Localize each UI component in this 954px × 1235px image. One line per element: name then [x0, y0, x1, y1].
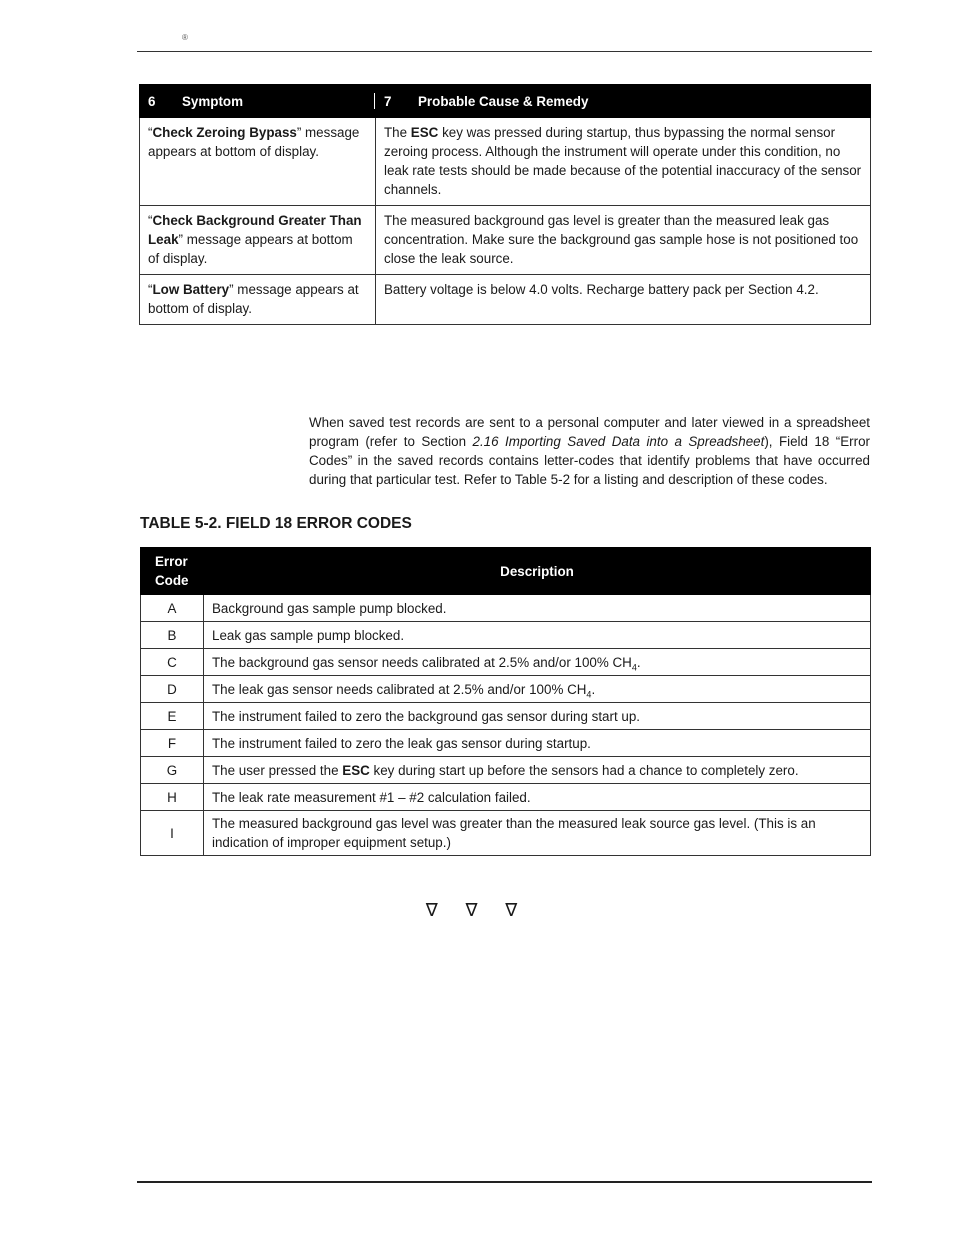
symptom-cell: “Low Battery” message appears at bottom of display.	[140, 275, 376, 325]
table-row	[141, 784, 871, 811]
table-row	[141, 595, 871, 622]
error-code: C	[141, 649, 204, 676]
error-description: The background gas sensor needs calibrated at 2.5% and/or 100% $CH_4$.	[204, 649, 871, 676]
error-code: E	[141, 703, 204, 730]
table-row	[140, 206, 871, 275]
error-table-header-row	[141, 548, 871, 595]
error-description: The measured background gas level was greater than the measured leak source gas level. (This is an indication of improper equipment setup.)	[204, 811, 871, 856]
error-description: Background gas sample pump blocked.	[204, 595, 871, 622]
table-title: TABLE 5-2. FIELD 18 ERROR CODES	[140, 515, 412, 532]
remedy-cell: The ESC key was pressed during startup, thus bypassing the normal sensor zeroing process. Although the instrument will operate under this condition, no leak rate tests should be made because of the potential inaccuracy of the sensor channels.	[376, 118, 871, 206]
remedy-column-header: 7 Probable Cause & Remedy	[376, 85, 871, 118]
error-code: B	[141, 622, 204, 649]
table-row	[141, 703, 871, 730]
section-end-marker: ∇ ∇ ∇	[425, 900, 529, 921]
error-description: The instrument failed to zero the background gas sensor during start up.	[204, 703, 871, 730]
error-code: I	[141, 811, 204, 856]
error-code: F	[141, 730, 204, 757]
table-row	[140, 118, 871, 206]
table-row	[141, 811, 871, 856]
error-description: The leak rate measurement #1 – #2 calculation failed.	[204, 784, 871, 811]
error-code: G	[141, 757, 204, 784]
error-description: The instrument failed to zero the leak gas sensor during startup.	[204, 730, 871, 757]
table-row	[141, 730, 871, 757]
error-description: The leak gas sensor needs calibrated at 2.5% and/or 100% $CH_4$.	[204, 676, 871, 703]
error-code: H	[141, 784, 204, 811]
error-description: Leak gas sample pump blocked.	[204, 622, 871, 649]
symptom-column-header: 6 Symptom	[140, 85, 376, 118]
error-code: D	[141, 676, 204, 703]
error-codes-table	[140, 547, 871, 856]
registered-mark: ®	[182, 33, 188, 42]
header-rule	[137, 51, 872, 52]
error-description: The user pressed the ESC key during start up before the sensors had a chance to completely zero.	[204, 757, 871, 784]
table-row	[141, 622, 871, 649]
remedy-cell: Battery voltage is below 4.0 volts. Recharge battery pack per Section 4.2.	[376, 275, 871, 325]
error-codes-paragraph: When saved test records are sent to a personal computer and later viewed in a spreadsheet program (refer to Section 2.16 Importing Saved Data into a Spreadsheet), Field 18 “Error Codes” in the saved records contains letter-codes that identify problems that have occurred during that particular test. Refer to Table 5-2 for a listing and description of these codes.	[309, 415, 870, 488]
troubleshooting-table	[139, 84, 871, 325]
table-row	[141, 649, 871, 676]
table-row	[141, 676, 871, 703]
table-row	[141, 757, 871, 784]
footer-rule	[137, 1181, 872, 1183]
error-code-column-header: Error Code	[141, 548, 204, 595]
symptom-cell: “Check Zeroing Bypass” message appears at bottom of display.	[140, 118, 376, 206]
error-code: A	[141, 595, 204, 622]
symptom-cell: “Check Background Greater Than Leak” message appears at bottom of display.	[140, 206, 376, 275]
remedy-cell: The measured background gas level is greater than the measured leak gas concentration. Make sure the background gas sample hose is not positioned too close the leak source.	[376, 206, 871, 275]
troubleshooting-header-row	[140, 85, 871, 118]
table-row	[140, 275, 871, 325]
description-column-header: Description	[204, 548, 871, 595]
